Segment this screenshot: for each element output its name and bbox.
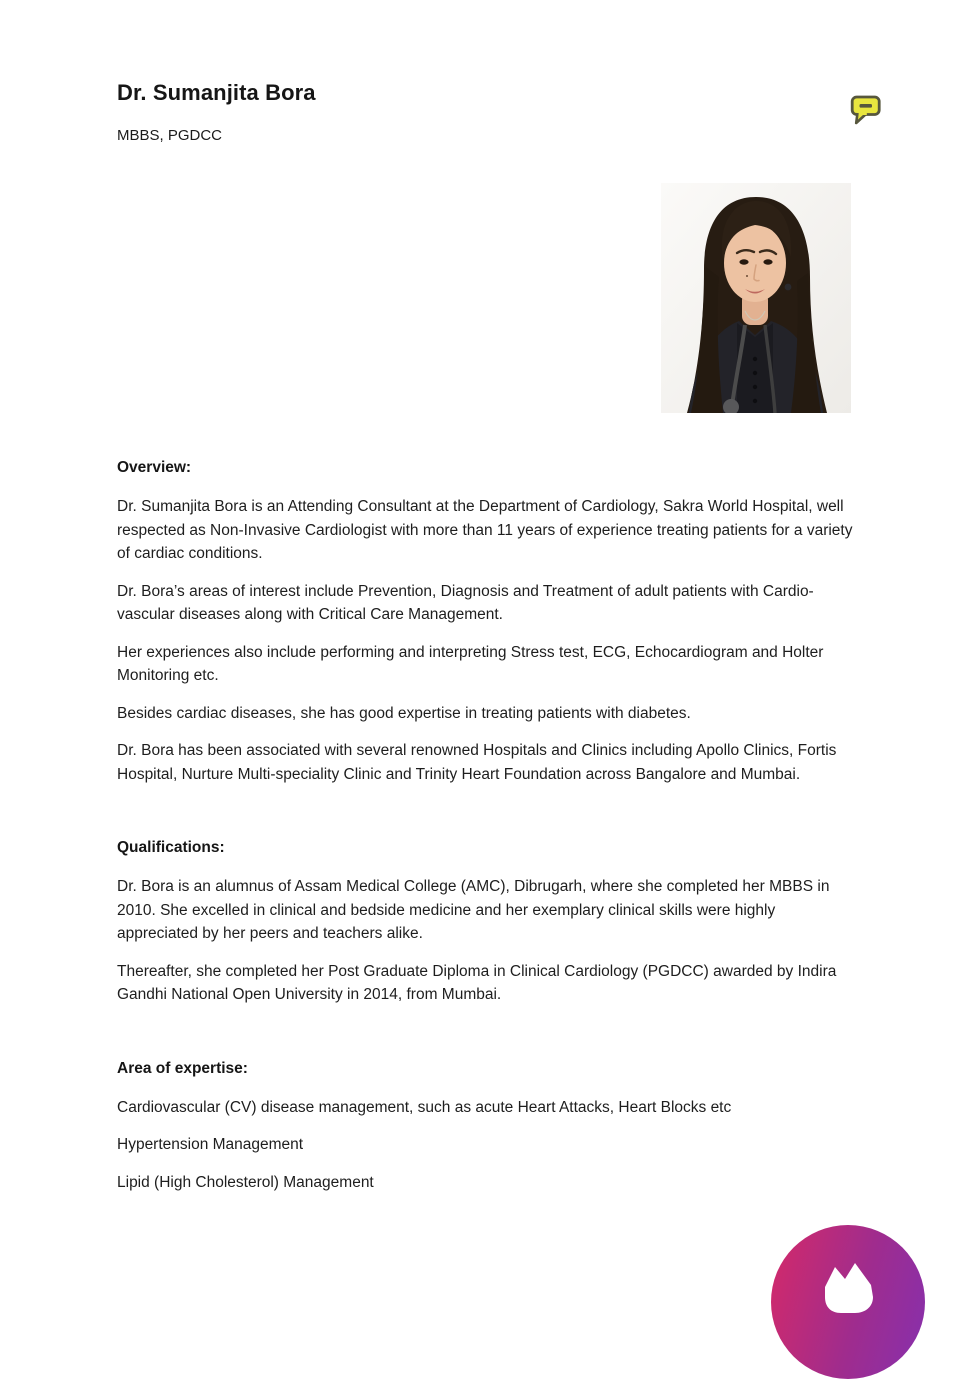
paragraph: Besides cardiac diseases, she has good expertise in treating patients with diabetes. <box>117 704 691 722</box>
expertise-item: Lipid (High Cholesterol) Management <box>117 1173 374 1191</box>
document-body <box>117 80 853 1194</box>
expertise-item: Hypertension Management <box>117 1136 304 1153</box>
chat-launcher-icon <box>823 1263 875 1313</box>
paragraph: Her experiences also include performing and interpreting Stress test, ECG, Echocardiogram and Holter Monitoring etc. <box>117 643 824 684</box>
chat-launcher-button[interactable] <box>771 1225 925 1379</box>
section-heading: Overview: <box>117 459 192 476</box>
paragraph: Dr. Bora’s areas of interest include Prevention, Diagnosis and Treatment of adult patients with Cardio-vascular diseases along with Critical Care Management. <box>117 582 814 623</box>
credentials-line: MBBS, PGDCC <box>117 127 223 144</box>
comment-bubble-icon <box>850 94 882 127</box>
page-title: Dr. Sumanjita Bora <box>117 80 316 105</box>
expertise-item: Cardiovascular (CV) disease management, such as acute Heart Attacks, Heart Blocks etc <box>117 1098 732 1116</box>
section-heading: Area of expertise: <box>117 1059 248 1077</box>
section-area-of-expertise <box>117 1059 853 1195</box>
paragraph: Dr. Sumanjita Bora is an Attending Consultant at the Department of Cardiology, Sakra World Hospital, well respected as Non-Invasive Cardiologist with more than 11 years of experience treating patients for a variety of cardiac conditions. <box>117 498 853 562</box>
section-overview <box>117 458 853 786</box>
paragraph: Dr. Bora is an alumnus of Assam Medical College (AMC), Dibrugarh, where she completed her MBBS in 2010. She excelled in clinical and bedside medicine and her exemplary clinical skills were highly appreciated by her peers and teachers alike. <box>117 878 830 942</box>
comment-indicator-icon[interactable] <box>850 94 882 127</box>
section-heading: Qualifications: <box>117 839 225 856</box>
paragraph: Thereafter, she completed her Post Graduate Diploma in Clinical Cardiology (PGDCC) awarded by Indira Gandhi National Open University in 2014, from Mumbai. <box>117 962 837 1003</box>
paragraph: Dr. Bora has been associated with several renowned Hospitals and Clinics including Apollo Clinics, Fortis Hospital, Nurture Multi-speciality Clinic and Trinity Heart Foundation across Bangalore and Mumbai. <box>117 742 837 783</box>
section-qualifications <box>117 838 853 1007</box>
